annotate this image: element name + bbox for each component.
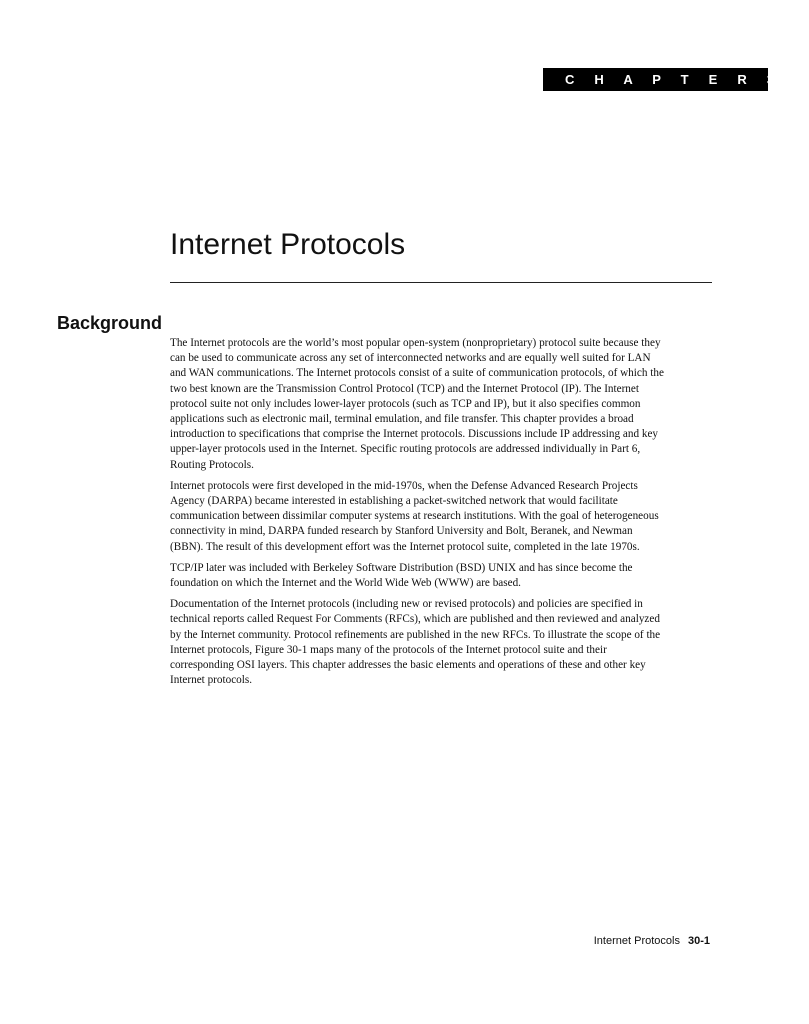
page-number: 30-1 — [687, 935, 710, 947]
page-footer — [594, 934, 710, 948]
chapter-label-bar — [543, 68, 809, 91]
chapter-label: C H A P T E R 3 0 — [565, 72, 809, 87]
paragraph-3: TCP/IP later was included with Berkeley Software Distribution (BSD) UNIX and has since become the foundation on which the Internet and the World Wide Web (WWW) are based. — [170, 561, 633, 590]
body-text — [170, 336, 668, 694]
paragraph-4: Documentation of the Internet protocols (including new or revised protocols) and policies are specified in technical reports called Request For Comments (RFCs), which are published and then reviewed and analyzed by the Internet community. Protocol refinements are published in the new RFCs. To illustrate the scope of the Internet protocols, Figure 30-1 maps many of the protocols of the Internet protocol suite and their corresponding OSI layers. This chapter addresses the basic elements and operations of these and other key Internet protocols. — [170, 598, 661, 687]
paragraph-2: Internet protocols were first developed in the mid-1970s, when the Defense Advanced Research Projects Agency (DARPA) became interested in establishing a packet-switched network that would facilitate communication between dissimilar computer systems at research institutions. With the goal of heterogeneous connectivity in mind, DARPA funded research by Stanford University and Bolt, Beranek, and Newman (BBN). The result of this development effort was the Internet protocol suite, completed in the late 1970s. — [170, 479, 659, 553]
page-title: Internet Protocols — [170, 228, 406, 261]
title-divider — [170, 282, 712, 283]
footer-label: Internet Protocols — [593, 935, 680, 947]
section-heading: Background — [57, 313, 163, 333]
paragraph-1: The Internet protocols are the world’s most popular open-system (nonproprietary) protocol suite because they can be used to communicate across any set of interconnected networks and are equally well suited for LAN and WAN communications. The Internet protocols consist of a suite of communication protocols, of which the two best known are the Transmission Control Protocol (TCP) and the Internet Protocol (IP). The Internet protocol suite not only includes lower-layer protocols (such as TCP and IP), but it also specifies common applications such as electronic mail, terminal emulation, and file transfer. This chapter provides a broad introduction to specifications that comprise the Internet protocols. Discussions include IP addressing and key upper-layer protocols used in the Internet. Specific routing protocols are addressed individually in Part 6, Routing Protocols. — [170, 337, 664, 471]
